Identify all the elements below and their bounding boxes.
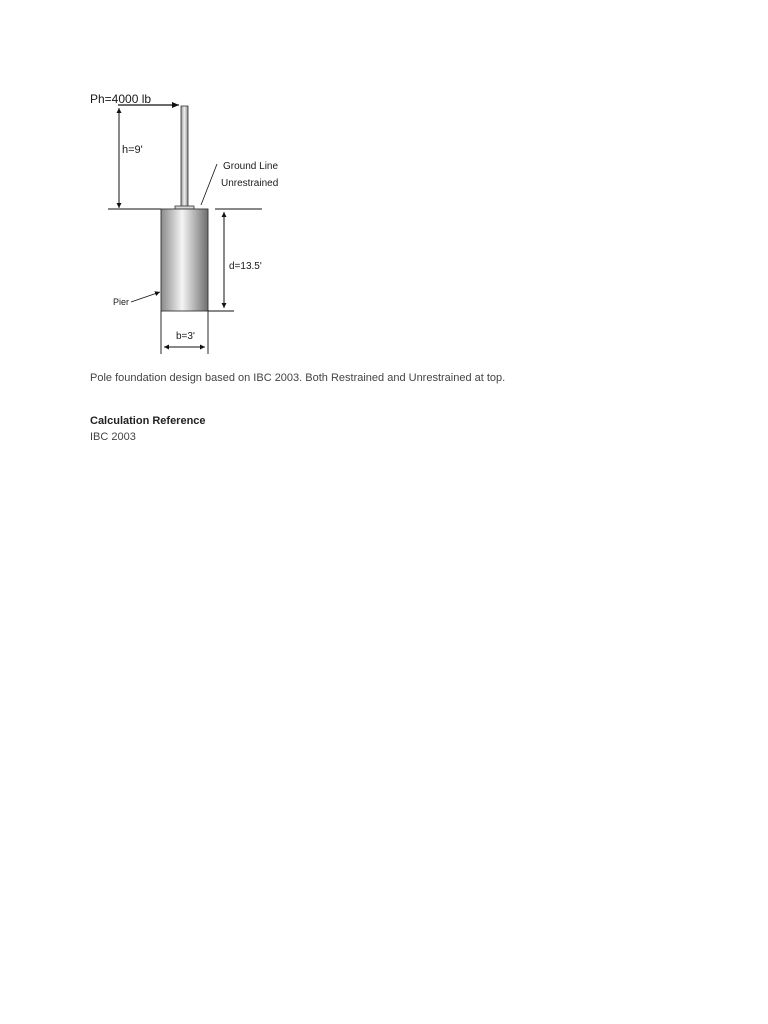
calculation-reference-heading: Calculation Reference [90,415,206,427]
ground-line-leader [201,164,217,205]
restraint-label: Unrestrained [221,178,279,189]
description-text: Pole foundation design based on IBC 2003. Both Restrained and Unrestrained at top. [90,372,506,384]
depth-label: d=13.5' [229,261,262,272]
load-label: Ph=4000 lb [90,92,152,106]
pier-label: Pier [113,297,130,307]
width-label: b=3' [176,331,195,342]
pier [161,209,208,311]
calculation-reference-value: IBC 2003 [90,431,136,443]
height-label: h=9' [122,144,143,156]
pole [181,106,188,207]
pole-foundation-diagram [84,86,284,358]
pier-leader [131,292,160,302]
ground-line-label: Ground Line [223,161,279,172]
